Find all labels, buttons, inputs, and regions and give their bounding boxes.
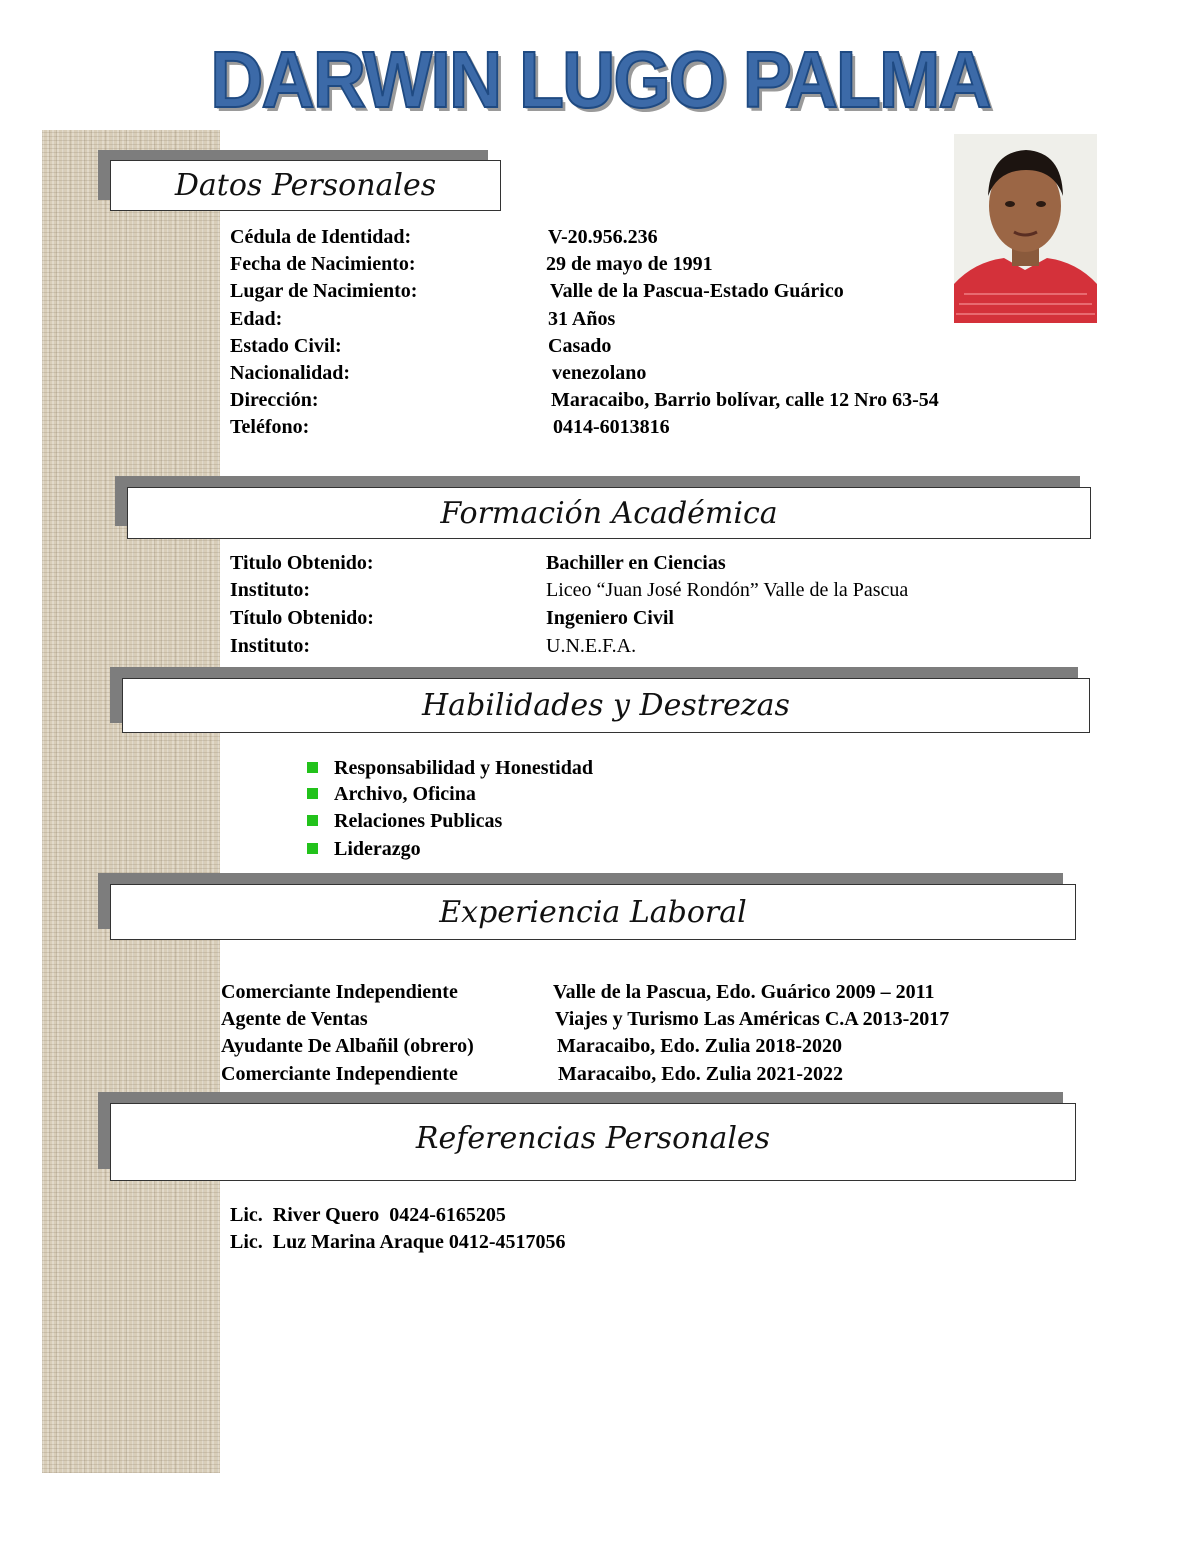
section-header-academic	[127, 487, 1091, 539]
skill-item: Relaciones Publicas	[334, 810, 503, 832]
personal-label: Teléfono:	[230, 416, 310, 438]
bullet-square-icon	[307, 762, 318, 773]
personal-value: V-20.956.236	[548, 226, 658, 248]
personal-label: Cédula de Identidad:	[230, 226, 412, 248]
experience-role: Agente de Ventas	[221, 1008, 368, 1030]
personal-label: Edad:	[230, 308, 283, 330]
section-header-experience	[110, 884, 1076, 940]
section-header-references	[110, 1103, 1076, 1181]
academic-label: Titulo Obtenido:	[230, 552, 374, 574]
section-header-skills	[122, 678, 1090, 733]
section-title-references: Referencias Personales	[415, 1120, 771, 1156]
page-title: DARWIN LUGO PALMA	[210, 35, 990, 124]
academic-value: U.N.E.F.A.	[546, 635, 637, 657]
skill-item: Archivo, Oficina	[334, 783, 476, 805]
experience-role: Comerciante Independiente	[221, 981, 458, 1003]
bullet-square-icon	[307, 788, 318, 799]
skill-item: Responsabilidad y Honestidad	[334, 757, 593, 779]
academic-value: Bachiller en Ciencias	[546, 552, 726, 574]
experience-role: Ayudante De Albañil (obrero)	[221, 1035, 474, 1057]
bullet-square-icon	[307, 815, 318, 826]
personal-value: Maracaibo, Barrio bolívar, calle 12 Nro 63-54	[551, 389, 939, 411]
academic-label: Instituto:	[230, 579, 311, 601]
experience-detail: Valle de la Pascua, Edo. Guárico 2009 – 2011	[553, 981, 935, 1003]
personal-label: Nacionalidad:	[230, 362, 351, 384]
reference-item: Lic. Luz Marina Araque 0412-4517056	[230, 1231, 566, 1253]
personal-value: 0414-6013816	[553, 416, 670, 438]
decorative-side-strip	[42, 130, 220, 1473]
personal-value: Valle de la Pascua-Estado Guárico	[550, 280, 844, 302]
academic-value: Ingeniero Civil	[546, 607, 674, 629]
experience-detail: Maracaibo, Edo. Zulia 2018-2020	[557, 1035, 843, 1057]
section-title-personal: Datos Personales	[174, 168, 437, 203]
bullet-square-icon	[307, 843, 318, 854]
section-title-experience: Experiencia Laboral	[439, 894, 747, 930]
personal-value: 29 de mayo de 1991	[546, 253, 713, 275]
personal-label: Lugar de Nacimiento:	[230, 280, 418, 302]
section-header-personal	[110, 160, 501, 211]
personal-value: 31 Años	[548, 308, 616, 330]
person-photo-icon	[954, 134, 1097, 323]
experience-role: Comerciante Independiente	[221, 1063, 458, 1085]
skill-item: Liderazgo	[334, 838, 421, 860]
personal-label: Fecha de Nacimiento:	[230, 253, 416, 275]
section-title-skills: Habilidades y Destrezas	[422, 688, 790, 723]
academic-value: Liceo “Juan José Rondón” Valle de la Pascua	[546, 579, 909, 601]
reference-item: Lic. River Quero 0424-6165205	[230, 1204, 506, 1226]
personal-label: Estado Civil:	[230, 335, 342, 357]
academic-label: Instituto:	[230, 635, 311, 657]
profile-photo	[954, 134, 1097, 323]
section-title-academic: Formación Académica	[440, 495, 778, 531]
personal-label: Dirección:	[230, 389, 319, 411]
personal-value: venezolano	[552, 362, 647, 384]
experience-detail: Viajes y Turismo Las Américas C.A 2013-2017	[555, 1008, 950, 1030]
academic-label: Título Obtenido:	[230, 607, 374, 629]
personal-value: Casado	[548, 335, 612, 357]
experience-detail: Maracaibo, Edo. Zulia 2021-2022	[558, 1063, 844, 1085]
